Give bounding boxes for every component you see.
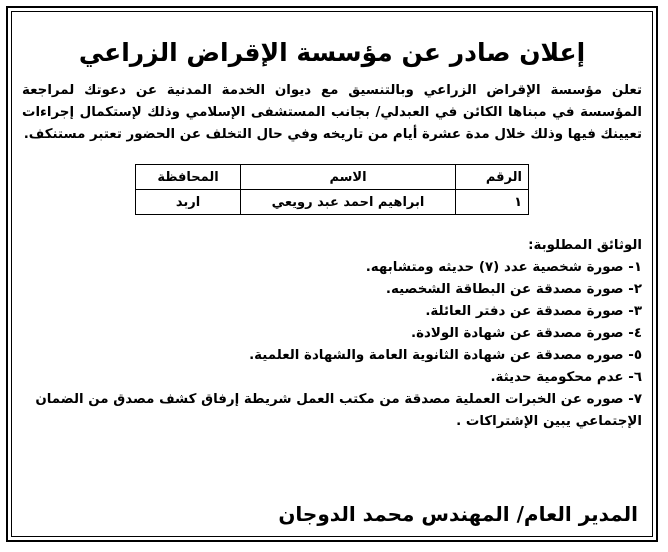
table-row [136,190,529,215]
list-item: ٦- عدم محكومية حديثة. [490,370,642,385]
table-header-row [136,165,529,190]
list-item: ٣- صورة مصدقة عن دفتر العائلة. [425,304,642,319]
list-item: ٢- صورة مصدقة عن البطاقة الشخصيه. [385,282,642,297]
list-item: ١- صورة شخصية عدد (٧) حديثه ومتشابهه. [365,260,642,275]
announcement-border [6,6,658,542]
announcement-intro: تعلن مؤسسة الإقراض الزراعي وبالتنسيق مع ديوان الخدمة المدنية عن دعوتك لمراجعة المؤسسة في مبناها الكائن في العبدلي/ بجانب المستشفى الإسلامي وذلك لإستكمال إجراءات تعيينك فيها وذلك خلال مدة عشرة أيام من تاريخه وفي حال التخلف عن الحضور تعتبر مستنكف. [22,83,642,142]
candidate-table [135,164,529,215]
cell-number: ١ [456,190,529,215]
list-item: ٧- صوره عن الخبرات العملية مصدقة من مكتب العمل شريطة إرفاق كشف مصدق من الضمان الإجتماعي يبين الإشتراكات . [35,392,642,429]
cell-name: ابراهيم احمد عبد رويعي [241,190,456,215]
announcement-body [11,11,653,537]
announcement-title: إعلان صادر عن مؤسسة الإقراض الزراعي [78,38,586,67]
list-item: ٥- صوره مصدقة عن شهادة الثانوية العامة والشهادة العلمية. [249,348,642,363]
documents-title: الوثائق المطلوبة: [528,238,642,253]
candidate-table-wrapper [135,164,529,215]
header-governorate: المحافظة [136,165,241,190]
list-item: ٤- صورة مصدقة عن شهادة الولادة. [411,326,642,341]
header-number: الرقم [456,165,529,190]
documents-list [22,257,642,433]
header-name: الاسم [241,165,456,190]
cell-governorate: اربد [136,190,241,215]
signature-line: المدير العام/ المهندس محمد الدوجان [278,502,638,526]
